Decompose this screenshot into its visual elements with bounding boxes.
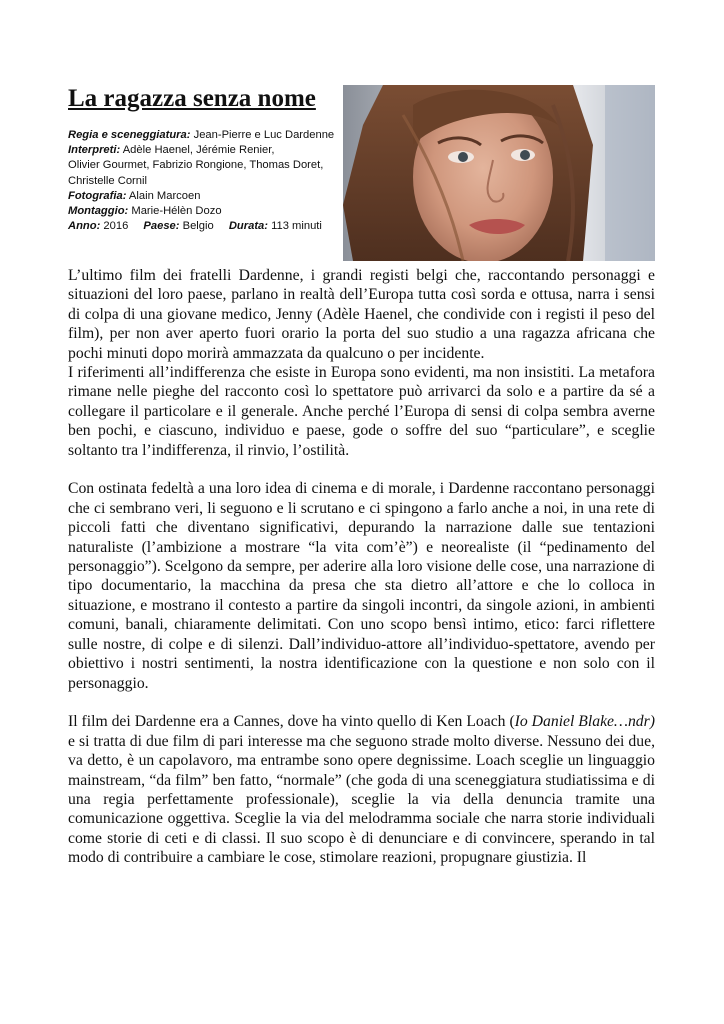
credit-regia (68, 128, 353, 143)
credit-value: 113 minuti (271, 220, 322, 233)
credit-label: Durata: (228, 220, 268, 233)
credit-value: Marie-Hélèn Dozo (131, 205, 222, 218)
credit-label: Regia e sceneggiatura: (68, 129, 191, 141)
credit-interpreti-cont: Christelle Cornil (68, 174, 147, 187)
credit-label: Anno: (68, 220, 101, 233)
credit-fotografia (68, 189, 353, 204)
credit-label: Interpreti: (68, 144, 121, 157)
credit-label: Fotografia: (68, 189, 127, 202)
credit-interpreti-cont: Olivier Gourmet, Fabrizio Rongione, Thomas Doret, (68, 159, 324, 172)
credit-value: Jean-Pierre e Luc Dardenne (193, 129, 335, 141)
body-paragraph: L’ultimo film dei fratelli Dardenne, i grandi registi belgi che, raccontando personaggi e situazioni del loro paese, parlano in realtà dell’Europa tutta così sorda e ottusa, narra i sensi di colpa di una giovane medico, Jenny (Adèle Haenel, che condivide con i registi il peso del film), per non aver aperto fuori orario la porta del suo studio a una ragazza africana che pochi minuti dopo morirà ammazzata da qualcuno o per incidente. (68, 267, 655, 362)
credit-montaggio (68, 204, 353, 219)
credit-value: Alain Marcoen (128, 189, 201, 202)
credit-label: Paese: (143, 220, 180, 233)
credit-value: 2016 (103, 220, 129, 233)
body-paragraph: I riferimenti all’indifferenza che esiste in Europa sono evidenti, ma non insistiti. La metafora rimane nelle pieghe del racconto così lo spettatore può arrivarci da solo e a partire da sé a collegare il particolare e il generale. Anche perché l’Europa di sensi di colpa sembra averne ben pochi, e ciascuno, individuo e paese, gode o soffre del suo “particulare”, e sceglie soltanto tra l’indifferenza, il rinvio, l’ostilità. (68, 364, 655, 459)
article-body (68, 266, 655, 868)
film-still-photo (343, 85, 655, 261)
body-paragraph (68, 712, 655, 867)
film-title-italic: Io Daniel Blake…ndr) (514, 713, 655, 731)
credit-details (68, 219, 353, 234)
film-credits (68, 128, 353, 234)
paragraph-text: e si tratta di due film di pari interesse ma che seguono strade molto diverse. Nessuno dei due, va detto, è un capolavoro, ma entrambe sono opere degnissime. Loach sceglie un linguaggio mainstream, “da film” ben fatto, “normale” (che goda di una sceneggiatura studiatissima e di una regia perfettamente professionale), sceglie la via della denuncia tramite una comunicazione oggettiva. Sceglie la via del melodramma sociale che narra storie individuali come storie di ceti e di classi. Il suo scopo è di denunciare e di convincere, sperando in tal modo di contribuire a cambiare le cose, stimolare reazioni, propugnare giustizia. Il (68, 732, 655, 867)
article-title: La ragazza senza nome (68, 85, 316, 112)
credit-label: Montaggio: (68, 205, 129, 218)
paragraph-text: Il film dei Dardenne era a Cannes, dove ha vinto quello di Ken Loach ( (68, 713, 515, 731)
credit-value: Adèle Haenel, Jérémie Renier, (122, 144, 275, 157)
credit-value: Belgio (182, 220, 214, 233)
credit-interpreti (68, 143, 353, 158)
body-paragraph: Con ostinata fedeltà a una loro idea di cinema e di morale, i Dardenne raccontano personaggi che ci sembrano veri, li seguono e li scrutano e ci spingono a farlo anche a noi, in una rete di piccoli fatti che diventano significativi, depurando la narrazione dalle sue tentazioni naturaliste (l’ambizione a mostrare “la vita com’è”) e neorealiste (il “pedinamento del personaggio”). Scelgono da sempre, per aderire alla loro visione delle cose, una narrazione di tipo documentario, la macchina da presa che sta dietro all’attore e che lo colloca in situazione, e mostrano il contesto a partire da singoli incontri, da singole azioni, in ambienti comuni, banali, chiaramente delimitati. Con uno scopo bensì intimo, etico: farci riflettere sulle nostre, di colpe e di silenzi. Dall’individuo-attore all’individuo-spettatore, avendo per obiettivo i nostri sentimenti, la nostra identificazione con la questione e non solo con il personaggio. (68, 480, 655, 692)
